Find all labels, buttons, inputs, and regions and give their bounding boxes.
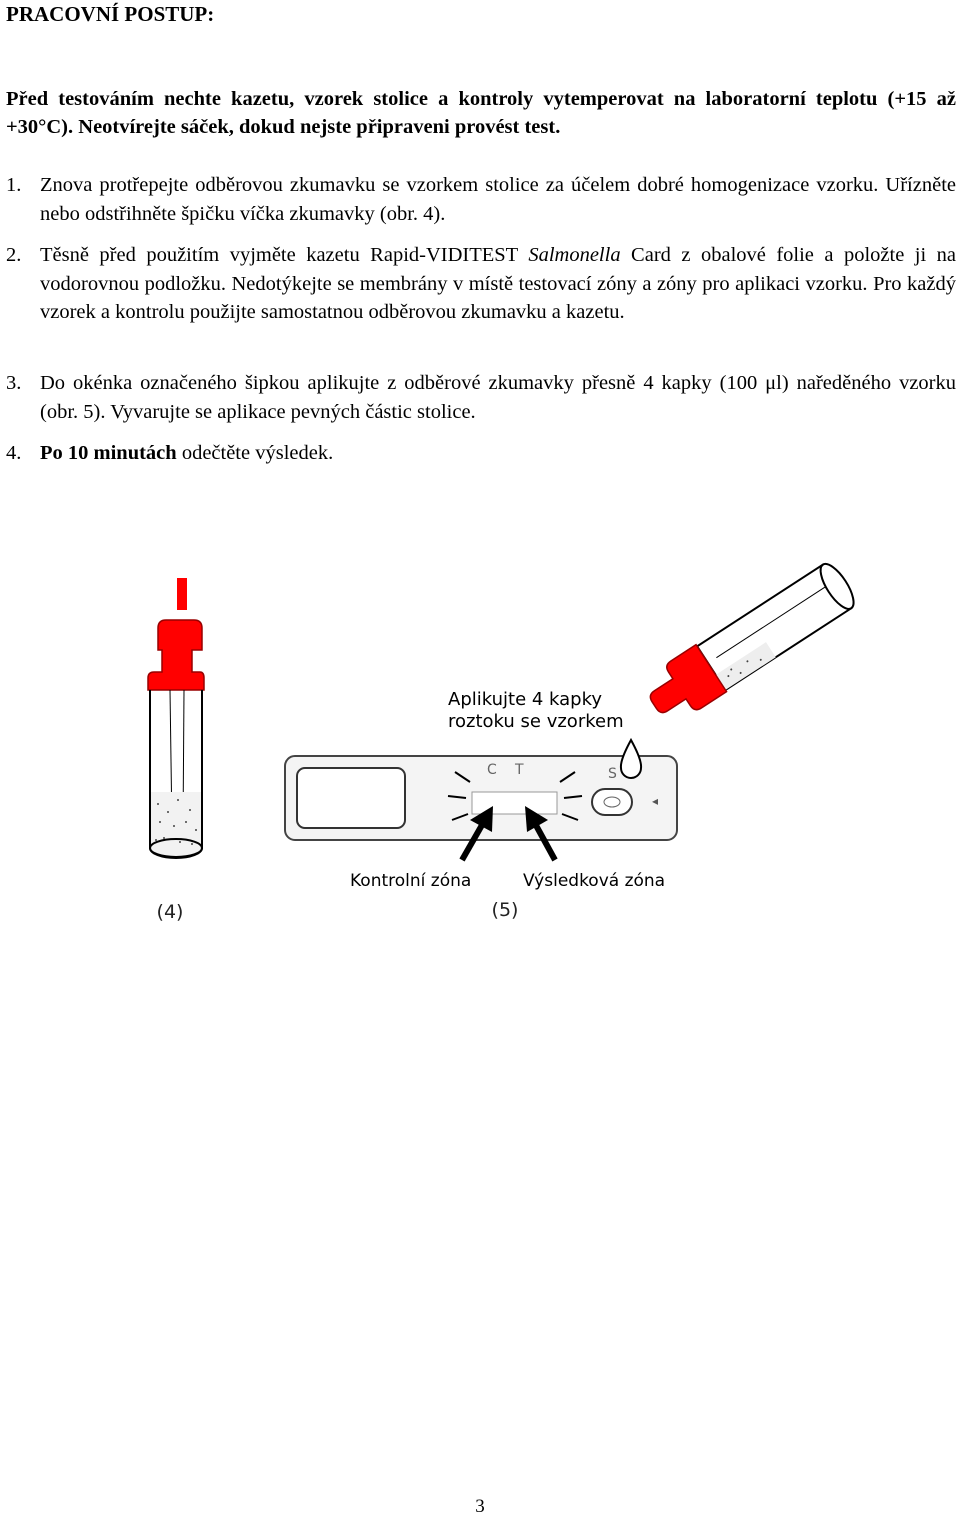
step-number: 3. bbox=[6, 372, 22, 394]
step-number: 1. bbox=[6, 174, 22, 196]
step-text-part: Card z obalové folie a položte ji na vodorovnou podložku. Nedotýkejte se membrány v místě testovací zóny a zóny pro aplikaci vzorku. Pro každý vzorek a kontrolu použijte samostatnou odběrovou zkumavku a kazetu. bbox=[40, 244, 957, 323]
procedure-figure bbox=[0, 560, 960, 940]
page-heading: PRACOVNÍ POSTUP: bbox=[6, 2, 215, 26]
cassette-t-label: T bbox=[515, 762, 524, 778]
step-1 bbox=[6, 171, 956, 228]
cassette-c-label: C bbox=[487, 762, 497, 778]
step-number: 2. bbox=[6, 244, 22, 266]
step-2 bbox=[6, 241, 956, 327]
tube-cap bbox=[148, 620, 204, 690]
step-text: Znova protřepejte odběrovou zkumavku se vzorkem stolice za účelem dobré homogenizace vzorku. Uřízněte nebo odstřihněte špičku víčka zkumavky (obr. 4). bbox=[40, 174, 956, 225]
drop-icon bbox=[621, 740, 641, 778]
page-number: 3 bbox=[475, 1496, 485, 1517]
step-text-bold: Po 10 minutách bbox=[40, 442, 177, 464]
step-4 bbox=[6, 439, 956, 468]
cassette-label-area bbox=[297, 768, 405, 828]
cut-tip bbox=[177, 578, 187, 610]
step-text bbox=[40, 241, 956, 327]
step-text bbox=[40, 439, 956, 468]
intro-paragraph: Před testováním nechte kazetu, vzorek stolice a kontroly vytemperovat na laboratorní teplotu (+15 až +30°C). Neotvírejte sáček, dokud nejste připraveni provést test. bbox=[6, 88, 956, 138]
step-text: Do okénka označeného šipkou aplikujte z odběrové zkumavky přesně 4 kapky (100 μl) naředěného vzorku (obr. 5). Vyvarujte se aplikace pevných částic stolice. bbox=[40, 372, 956, 423]
caption-figure-4: (4) bbox=[156, 901, 184, 923]
apply-label-line-1: Aplikujte 4 kapky bbox=[448, 689, 603, 710]
apply-label-line-2: roztoku se vzorkem bbox=[448, 711, 624, 732]
caption-figure-5: (5) bbox=[491, 899, 519, 921]
sample-tube-illustration bbox=[148, 578, 204, 858]
step-number: 4. bbox=[6, 442, 22, 464]
sample-well bbox=[592, 789, 632, 815]
step-text-part: odečtěte výsledek. bbox=[176, 442, 334, 464]
step-text-part: Těsně před použitím vyjměte kazetu Rapid-VIDITEST bbox=[40, 244, 529, 266]
dispensing-tube-illustration bbox=[639, 560, 861, 729]
step-text-italic: Salmonella bbox=[528, 244, 621, 266]
cassette-s-label: S bbox=[608, 766, 617, 782]
step-3 bbox=[6, 369, 956, 426]
result-window bbox=[472, 792, 557, 814]
result-zone-label: Výsledková zóna bbox=[523, 871, 666, 891]
sample-arrow-glyph: ◂ bbox=[652, 794, 659, 808]
control-zone-label: Kontrolní zóna bbox=[350, 871, 472, 891]
